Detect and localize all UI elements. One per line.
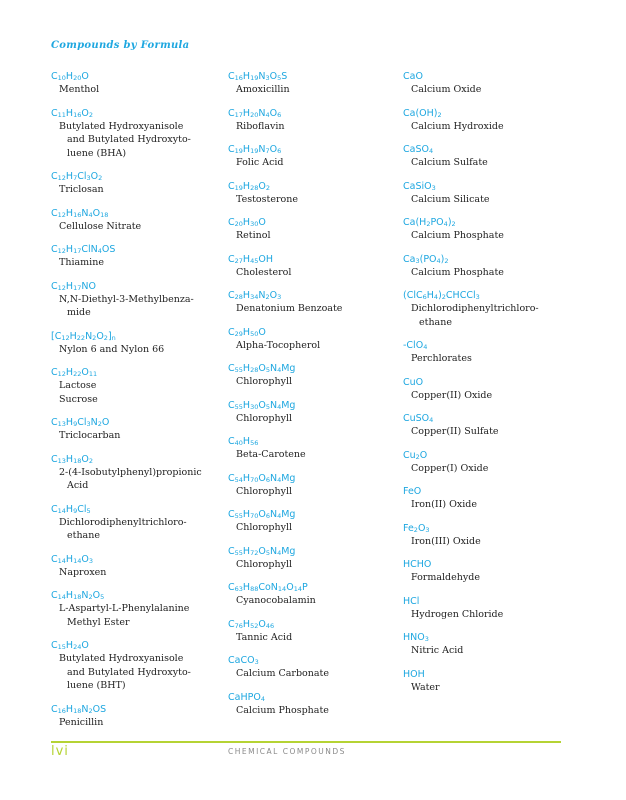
compound-entry bbox=[228, 289, 398, 316]
compound-name bbox=[403, 425, 573, 439]
compound-entry bbox=[51, 107, 221, 161]
compound-name bbox=[228, 120, 398, 134]
chemical-formula: CaHPO$_4$ bbox=[228, 691, 265, 703]
compound-entry bbox=[51, 170, 221, 197]
compound-name bbox=[403, 389, 573, 403]
compound-name bbox=[228, 594, 398, 608]
compound-name bbox=[228, 485, 398, 499]
chemical-formula: CuSO$_4$ bbox=[403, 413, 434, 424]
compound-name bbox=[51, 256, 221, 270]
compound-name-line: Lactose bbox=[59, 380, 97, 391]
compound-name bbox=[51, 183, 221, 197]
chemical-formula: HCl bbox=[403, 595, 420, 607]
compound-name-line: Copper(I) Oxide bbox=[411, 462, 489, 474]
compound-name bbox=[228, 266, 398, 280]
chemical-formula: $C_{15}H_{24}O$ bbox=[51, 640, 89, 651]
compound-name bbox=[403, 193, 573, 207]
chemical-formula: $C_{55}H_{70}O_6N_4Mg$ bbox=[228, 509, 296, 520]
compound-name-line: Folic Acid bbox=[236, 157, 284, 168]
compound-name bbox=[228, 521, 398, 535]
compound-entry bbox=[228, 253, 398, 280]
chemical-formula: $HNO_3$ bbox=[403, 632, 429, 643]
chemical-formula: $C_{16}H_{19}N_3O_5S$ bbox=[228, 71, 288, 82]
chemical-formula: $Ca(OH)_2$ bbox=[403, 107, 442, 119]
chemical-formula: $C_{40}H_{56}$ bbox=[228, 436, 259, 447]
compound-name-line: luene (BHT) bbox=[67, 680, 126, 691]
compound-name-line: Calcium Carbonate bbox=[236, 668, 329, 679]
compound-name bbox=[228, 302, 398, 316]
compound-name bbox=[228, 83, 398, 97]
compound-name bbox=[228, 667, 398, 681]
compound-name bbox=[228, 412, 398, 426]
compound-name-line: Cholesterol bbox=[236, 266, 292, 278]
chemical-formula: $(ClC_6H_4)_2CHCCl_3$ bbox=[403, 290, 480, 301]
compound-name-line: 2-(4-Isobutylphenyl)propionic bbox=[59, 466, 202, 478]
chemical-formula: $C_{55}H_{30}O_5N_4Mg$ bbox=[228, 399, 296, 411]
page-heading: Compounds by Formula bbox=[51, 40, 190, 51]
compound-name-line: ethane bbox=[419, 316, 452, 328]
compound-name-line: Menthol bbox=[59, 84, 100, 95]
compound-name-line: Triclocarban bbox=[59, 430, 121, 441]
compound-entry bbox=[403, 107, 573, 134]
compound-name-line: Beta-Carotene bbox=[236, 449, 306, 460]
compound-name-line: Copper(II) Sulfate bbox=[411, 426, 499, 437]
compound-entry bbox=[51, 207, 221, 234]
compound-entry bbox=[51, 330, 221, 357]
chemical-formula: HOH bbox=[403, 668, 425, 680]
compound-name-line: Acid bbox=[67, 480, 89, 491]
chemical-formula: $C_{19}H_{19}N_7O_6$ bbox=[228, 144, 282, 155]
compound-name bbox=[403, 608, 573, 622]
page-number: lvi bbox=[51, 744, 69, 759]
compound-name bbox=[228, 704, 398, 718]
compound-entry bbox=[403, 216, 573, 243]
formula-column-1 bbox=[51, 70, 221, 739]
compound-name bbox=[51, 429, 221, 443]
compound-entry bbox=[403, 412, 573, 439]
compound-entry bbox=[403, 668, 573, 695]
compound-entry bbox=[403, 70, 573, 97]
compound-name bbox=[51, 120, 221, 161]
chemical-formula: $C_{17}H_{20}N_4O_6$ bbox=[228, 107, 282, 119]
formula-column-3 bbox=[403, 70, 573, 704]
compound-name-line: Water bbox=[411, 681, 440, 693]
chemical-formula: $C_{10}H_{20}O$ bbox=[51, 71, 89, 82]
compound-name-line: ethane bbox=[67, 530, 100, 541]
chemical-formula: $C_{12}H_{16}N_4O_{18}$ bbox=[51, 207, 109, 219]
chemical-formula: CaCO$_3$ bbox=[228, 655, 259, 666]
compound-name bbox=[403, 644, 573, 658]
compound-entry bbox=[403, 449, 573, 476]
compound-name-line: Calcium Phosphate bbox=[236, 704, 329, 716]
chemical-formula: CuO bbox=[403, 376, 424, 388]
compound-entry bbox=[228, 362, 398, 389]
chemical-formula: $C_{12}H_7Cl_3O_2$ bbox=[51, 171, 103, 182]
compound-name-line: Chlorophyll bbox=[236, 522, 293, 533]
compound-name-line: and Butylated Hydroxyto- bbox=[67, 134, 191, 145]
compound-entry bbox=[228, 545, 398, 572]
compound-entry bbox=[228, 581, 398, 608]
compound-name bbox=[51, 466, 221, 493]
compound-name-line: Testosterone bbox=[236, 193, 298, 205]
compound-entry bbox=[403, 522, 573, 549]
compound-name-line: Butylated Hydroxyanisole bbox=[59, 653, 184, 664]
chemical-formula: HCHO bbox=[403, 559, 432, 570]
chemical-formula: $C_{55}H_{28}O_5N_4Mg$ bbox=[228, 363, 296, 374]
compound-entry bbox=[403, 485, 573, 512]
compound-name bbox=[228, 558, 398, 572]
compound-entry bbox=[403, 143, 573, 170]
compound-name-line: Calcium Silicate bbox=[411, 193, 490, 205]
compound-entry bbox=[51, 366, 221, 406]
chemical-formula: $C_{28}H_{34}N_2O_3$ bbox=[228, 290, 282, 301]
compound-name-line: Naproxen bbox=[59, 566, 107, 578]
compound-name-line: Triclosan bbox=[59, 184, 104, 195]
chemical-formula: $C_{12}H_{17}NO$ bbox=[51, 280, 96, 292]
chemical-formula: $C_{14}H_{18}N_2O_5$ bbox=[51, 590, 105, 601]
chemical-formula: $C_{14}H_9Cl_5$ bbox=[51, 503, 91, 515]
compound-name-line: Cyanocobalamin bbox=[236, 595, 316, 606]
compound-entry bbox=[228, 508, 398, 535]
compound-entry bbox=[51, 703, 221, 730]
chemical-formula: $C_{20}H_{30}O$ bbox=[228, 217, 266, 228]
compound-entry bbox=[51, 503, 221, 543]
compound-name bbox=[228, 631, 398, 645]
chemical-formula: $C_{12}H_{17}ClN_4OS$ bbox=[51, 244, 116, 255]
compound-name-line: Dichlorodiphenyltrichloro- bbox=[411, 303, 539, 314]
compound-name bbox=[51, 602, 221, 629]
compound-name-line: Methyl Ester bbox=[67, 616, 130, 628]
compound-entry bbox=[228, 143, 398, 170]
compound-name-line: Dichlorodiphenyltrichloro- bbox=[59, 516, 187, 528]
compound-entry bbox=[228, 326, 398, 353]
compound-name bbox=[403, 229, 573, 243]
compound-name-line: Denatonium Benzoate bbox=[236, 303, 343, 314]
compound-entry bbox=[51, 453, 221, 493]
compound-name-line: Perchlorates bbox=[411, 353, 472, 364]
compound-name-line: Chlorophyll bbox=[236, 485, 293, 497]
compound-entry bbox=[403, 631, 573, 658]
chemical-formula: CaSO$_4$ bbox=[403, 144, 434, 155]
compound-name bbox=[403, 571, 573, 585]
compound-name bbox=[228, 448, 398, 462]
compound-entry bbox=[228, 70, 398, 97]
compound-name-line: Alpha-Tocopherol bbox=[236, 339, 321, 351]
compound-name-line: Calcium Phosphate bbox=[411, 266, 504, 278]
compound-entry bbox=[403, 339, 573, 366]
compound-name-line: Iron(II) Oxide bbox=[411, 499, 477, 510]
compound-entry bbox=[228, 472, 398, 499]
compound-name-line: Calcium Hydroxide bbox=[411, 120, 504, 132]
compound-name-line: Thiamine bbox=[59, 257, 104, 268]
compound-name-line: Calcium Phosphate bbox=[411, 230, 504, 241]
compound-name-line: Butylated Hydroxyanisole bbox=[59, 120, 184, 132]
compound-name bbox=[228, 193, 398, 207]
compound-name bbox=[228, 375, 398, 389]
compound-entry bbox=[403, 253, 573, 280]
compound-name-line: Cellulose Nitrate bbox=[59, 220, 142, 232]
compound-entry bbox=[403, 595, 573, 622]
chemical-formula: -ClO$_4$ bbox=[403, 340, 428, 351]
compound-name-line: mide bbox=[67, 307, 91, 318]
compound-name bbox=[228, 339, 398, 353]
compound-entry bbox=[51, 589, 221, 629]
compound-entry bbox=[403, 558, 573, 585]
compound-name-line: Formaldehyde bbox=[411, 572, 480, 583]
compound-entry bbox=[228, 435, 398, 462]
chemical-formula: CaSiO$_3$ bbox=[403, 180, 436, 192]
compound-name-line: Retinol bbox=[236, 230, 271, 241]
compound-name-line: Chlorophyll bbox=[236, 376, 293, 387]
compound-name bbox=[51, 220, 221, 234]
chemical-formula: $C_{63}H_{88}CoN_{14}O_{14}P$ bbox=[228, 582, 308, 593]
chemical-formula: $C_{13}H_{18}O_2$ bbox=[51, 453, 93, 465]
formula-column-2 bbox=[228, 70, 398, 727]
chemical-formula: $C_{54}H_{70}O_6N_4Mg$ bbox=[228, 472, 296, 484]
compound-name-line: L-Aspartyl-L-Phenylalanine bbox=[59, 603, 190, 614]
compound-name-line: and Butylated Hydroxyto- bbox=[67, 666, 191, 678]
chemical-formula: $C_{12}H_{22}O_{11}$ bbox=[51, 367, 98, 378]
chemical-formula: CaO bbox=[403, 71, 423, 82]
compound-name bbox=[51, 343, 221, 357]
compound-name bbox=[403, 302, 573, 329]
compound-name bbox=[51, 652, 221, 693]
compound-name-line: Sucrose bbox=[59, 393, 98, 405]
compound-entry bbox=[228, 399, 398, 426]
compound-entry bbox=[51, 243, 221, 270]
compound-name-line: N,N-Diethyl-3-Methylbenza- bbox=[59, 293, 194, 305]
compound-name-line: Calcium Sulfate bbox=[411, 157, 488, 168]
compound-name bbox=[51, 566, 221, 580]
chemical-formula: $C_{13}H_9Cl_3N_2O$ bbox=[51, 417, 110, 428]
compound-name bbox=[403, 681, 573, 695]
compound-name bbox=[403, 266, 573, 280]
compound-name bbox=[403, 83, 573, 97]
compound-name bbox=[228, 229, 398, 243]
compound-name-line: Calcium Oxide bbox=[411, 84, 482, 95]
compound-name-line: Chlorophyll bbox=[236, 558, 293, 570]
compound-name bbox=[51, 293, 221, 320]
chemical-formula: FeO bbox=[403, 486, 422, 497]
chemical-formula: $[C_{12}H_{22}N_2O_2]_n$ bbox=[51, 330, 116, 342]
compound-name-line: Copper(II) Oxide bbox=[411, 389, 493, 401]
compound-entry bbox=[403, 376, 573, 403]
compound-entry bbox=[228, 654, 398, 681]
chemical-formula: $Cu_2O$ bbox=[403, 449, 428, 461]
chemical-formula: $C_{76}H_{52}O_{46}$ bbox=[228, 618, 275, 630]
compound-name-line: Chlorophyll bbox=[236, 412, 293, 424]
compound-entry bbox=[228, 691, 398, 718]
compound-entry bbox=[228, 107, 398, 134]
compound-entry bbox=[51, 280, 221, 320]
compound-name bbox=[403, 498, 573, 512]
compound-name bbox=[51, 379, 221, 406]
chemical-formula: $C_{19}H_{28}O_2$ bbox=[228, 180, 270, 192]
compound-name-line: Amoxicillin bbox=[236, 84, 290, 95]
chemical-formula: $C_{16}H_{18}N_2OS$ bbox=[51, 703, 107, 715]
compound-name bbox=[403, 120, 573, 134]
compound-name bbox=[403, 156, 573, 170]
chemical-formula: $C_{29}H_{50}O$ bbox=[228, 326, 266, 338]
compound-name-line: Nylon 6 and Nylon 66 bbox=[59, 343, 165, 355]
compound-entry bbox=[403, 180, 573, 207]
compound-entry bbox=[228, 180, 398, 207]
compound-name bbox=[51, 516, 221, 543]
compound-entry bbox=[51, 639, 221, 693]
chemical-formula: $C_{27}H_{45}OH$ bbox=[228, 253, 273, 265]
compound-name bbox=[403, 462, 573, 476]
compound-entry bbox=[51, 553, 221, 580]
chemical-formula: $Ca_3(PO_4)_2$ bbox=[403, 253, 449, 265]
compound-name bbox=[51, 716, 221, 730]
running-footer: CHEMICAL COMPOUNDS bbox=[228, 747, 346, 756]
compound-name bbox=[403, 535, 573, 549]
compound-entry bbox=[228, 618, 398, 645]
compound-name-line: luene (BHA) bbox=[67, 147, 127, 159]
compound-name-line: Nitric Acid bbox=[411, 645, 464, 656]
chemical-formula: $Fe_2O_3$ bbox=[403, 522, 430, 534]
compound-name-line: Penicillin bbox=[59, 716, 104, 728]
compound-name bbox=[51, 83, 221, 97]
compound-name bbox=[228, 156, 398, 170]
compound-entry bbox=[228, 216, 398, 243]
compound-entry bbox=[51, 416, 221, 443]
compound-name-line: Hydrogen Chloride bbox=[411, 608, 504, 620]
compound-entry bbox=[403, 289, 573, 329]
compound-name bbox=[403, 352, 573, 366]
chemical-formula: $C_{55}H_{72}O_5N_4Mg$ bbox=[228, 545, 296, 557]
chemical-formula: $Ca(H_2PO_4)_2$ bbox=[403, 217, 456, 228]
compound-name-line: Iron(III) Oxide bbox=[411, 535, 481, 547]
compound-entry bbox=[51, 70, 221, 97]
compound-name-line: Tannic Acid bbox=[236, 631, 293, 643]
chemical-formula: $C_{11}H_{16}O_2$ bbox=[51, 107, 93, 119]
compound-name-line: Riboflavin bbox=[236, 120, 285, 132]
footer-rule bbox=[51, 741, 561, 743]
chemical-formula: $C_{14}H_{14}O_3$ bbox=[51, 553, 93, 565]
